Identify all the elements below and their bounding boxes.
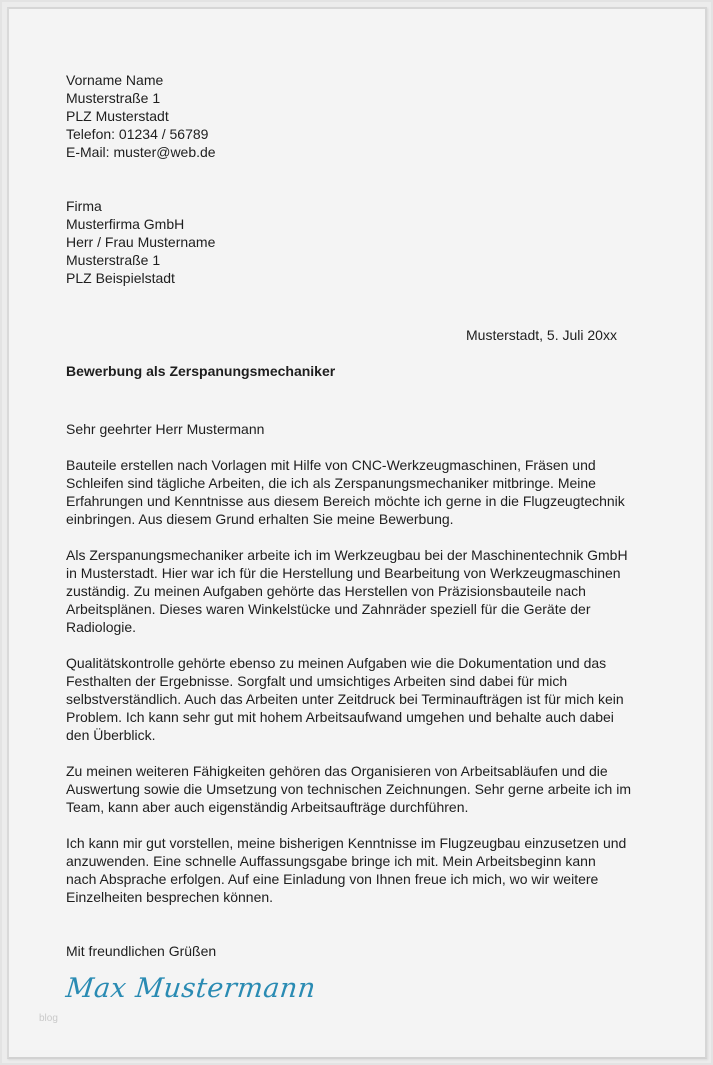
paragraph-line: Problem. Ich kann sehr gut mit hohem Arbeitsaufwand umgehen und behalte auch dabei	[66, 709, 614, 725]
paragraph-line: einbringen. Aus diesem Grund erhalten Sie meine Bewerbung.	[66, 511, 454, 527]
paragraph-line: Bauteile erstellen nach Vorlagen mit Hilfe von CNC-Werkzeugmaschinen, Fräsen und	[66, 457, 596, 473]
body-paragraph-4	[66, 762, 631, 816]
paragraph-line: Zu meinen weiteren Fähigkeiten gehören das Organisieren von Arbeitsabläufen und die	[66, 763, 608, 779]
paragraph-line: zuständig. Zu meinen Aufgaben gehörte das Herstellen von Präzisionsbauteile nach	[66, 583, 586, 599]
paragraph-line: Schleifen sind tägliche Arbeiten, die ich als Zerspanungsmechaniker mitbringe. Meine	[66, 475, 596, 491]
paragraph-line: Ich kann mir gut vorstellen, meine bisherigen Kenntnisse im Flugzeugbau einzusetzen und	[66, 835, 627, 851]
paragraph-line: Einzelheiten besprechen können.	[66, 889, 274, 905]
sender-street: Musterstraße 1	[66, 90, 161, 106]
watermark: blog	[39, 1013, 58, 1024]
paragraph-line: Festhalten der Ergebnisse. Sorgfalt und umsichtiges Arbeiten sind dabei für mich	[66, 673, 568, 689]
body-paragraph-3	[66, 654, 624, 744]
paragraph-line: in Musterstadt. Hier war ich für die Herstellung und Bearbeitung von Werkzeugmaschinen	[66, 565, 621, 581]
paragraph-line: Radiologie.	[66, 619, 137, 635]
date-line: Musterstadt, 5. Juli 20xx	[466, 327, 617, 343]
sender-name: Vorname Name	[66, 72, 164, 88]
paragraph-line: nach Absprache erfolgen. Auf eine Einladung von Ihnen freue ich mich, wo wir weitere	[66, 871, 599, 887]
paragraph-line: Team, kann aber auch eigenständig Arbeitsaufträge durchführen.	[66, 799, 469, 815]
paragraph-line: Erfahrungen und Kenntnisse aus diesem Bereich möchte ich gerne in die Flugzeugtechnik	[66, 493, 625, 509]
recipient-company: Musterfirma GmbH	[66, 216, 185, 232]
sender-city: PLZ Musterstadt	[66, 108, 169, 124]
sender-phone: Telefon: 01234 / 56789	[66, 126, 209, 142]
paragraph-line: Arbeitsplänen. Dieses waren Winkelstücke und Zahnräder speziell für die Geräte der	[66, 601, 591, 617]
recipient-address-block	[66, 197, 215, 287]
paragraph-line: Qualitätskontrolle gehörte ebenso zu meinen Aufgaben wie die Dokumentation und das	[66, 655, 607, 671]
sender-address-block	[66, 71, 216, 161]
body-paragraph-5	[66, 834, 626, 906]
paragraph-line: anzuwenden. Eine schnelle Auffassungsgabe bringe ich mit. Mein Arbeitsbeginn kann	[66, 853, 596, 869]
recipient-label: Firma	[66, 198, 102, 214]
sender-email: E-Mail: muster@web.de	[66, 144, 216, 160]
recipient-city: PLZ Beispielstadt	[66, 270, 175, 286]
body-paragraph-1	[66, 456, 625, 528]
paragraph-line: den Überblick.	[66, 727, 156, 743]
closing-line: Mit freundlichen Grüßen	[66, 943, 217, 959]
paragraph-line: Auswertung sowie die Umsetzung von technischen Zeichnungen. Sehr gerne arbeite ich im	[66, 781, 631, 797]
salutation: Sehr geehrter Herr Mustermann	[66, 421, 265, 437]
recipient-contact: Herr / Frau Mustername	[66, 234, 216, 250]
handwritten-signature: Max Mustermann	[64, 973, 318, 1004]
paragraph-line: selbstverständlich. Auch das Arbeiten unter Zeitdruck bei Terminaufträgen ist für mich kein	[66, 691, 624, 707]
recipient-street: Musterstraße 1	[66, 252, 161, 268]
body-paragraph-2	[66, 546, 628, 636]
subject-line: Bewerbung als Zerspanungsmechaniker	[66, 363, 336, 379]
paragraph-line: Als Zerspanungsmechaniker arbeite ich im Werkzeugbau bei der Maschinentechnik GmbH	[66, 547, 628, 563]
